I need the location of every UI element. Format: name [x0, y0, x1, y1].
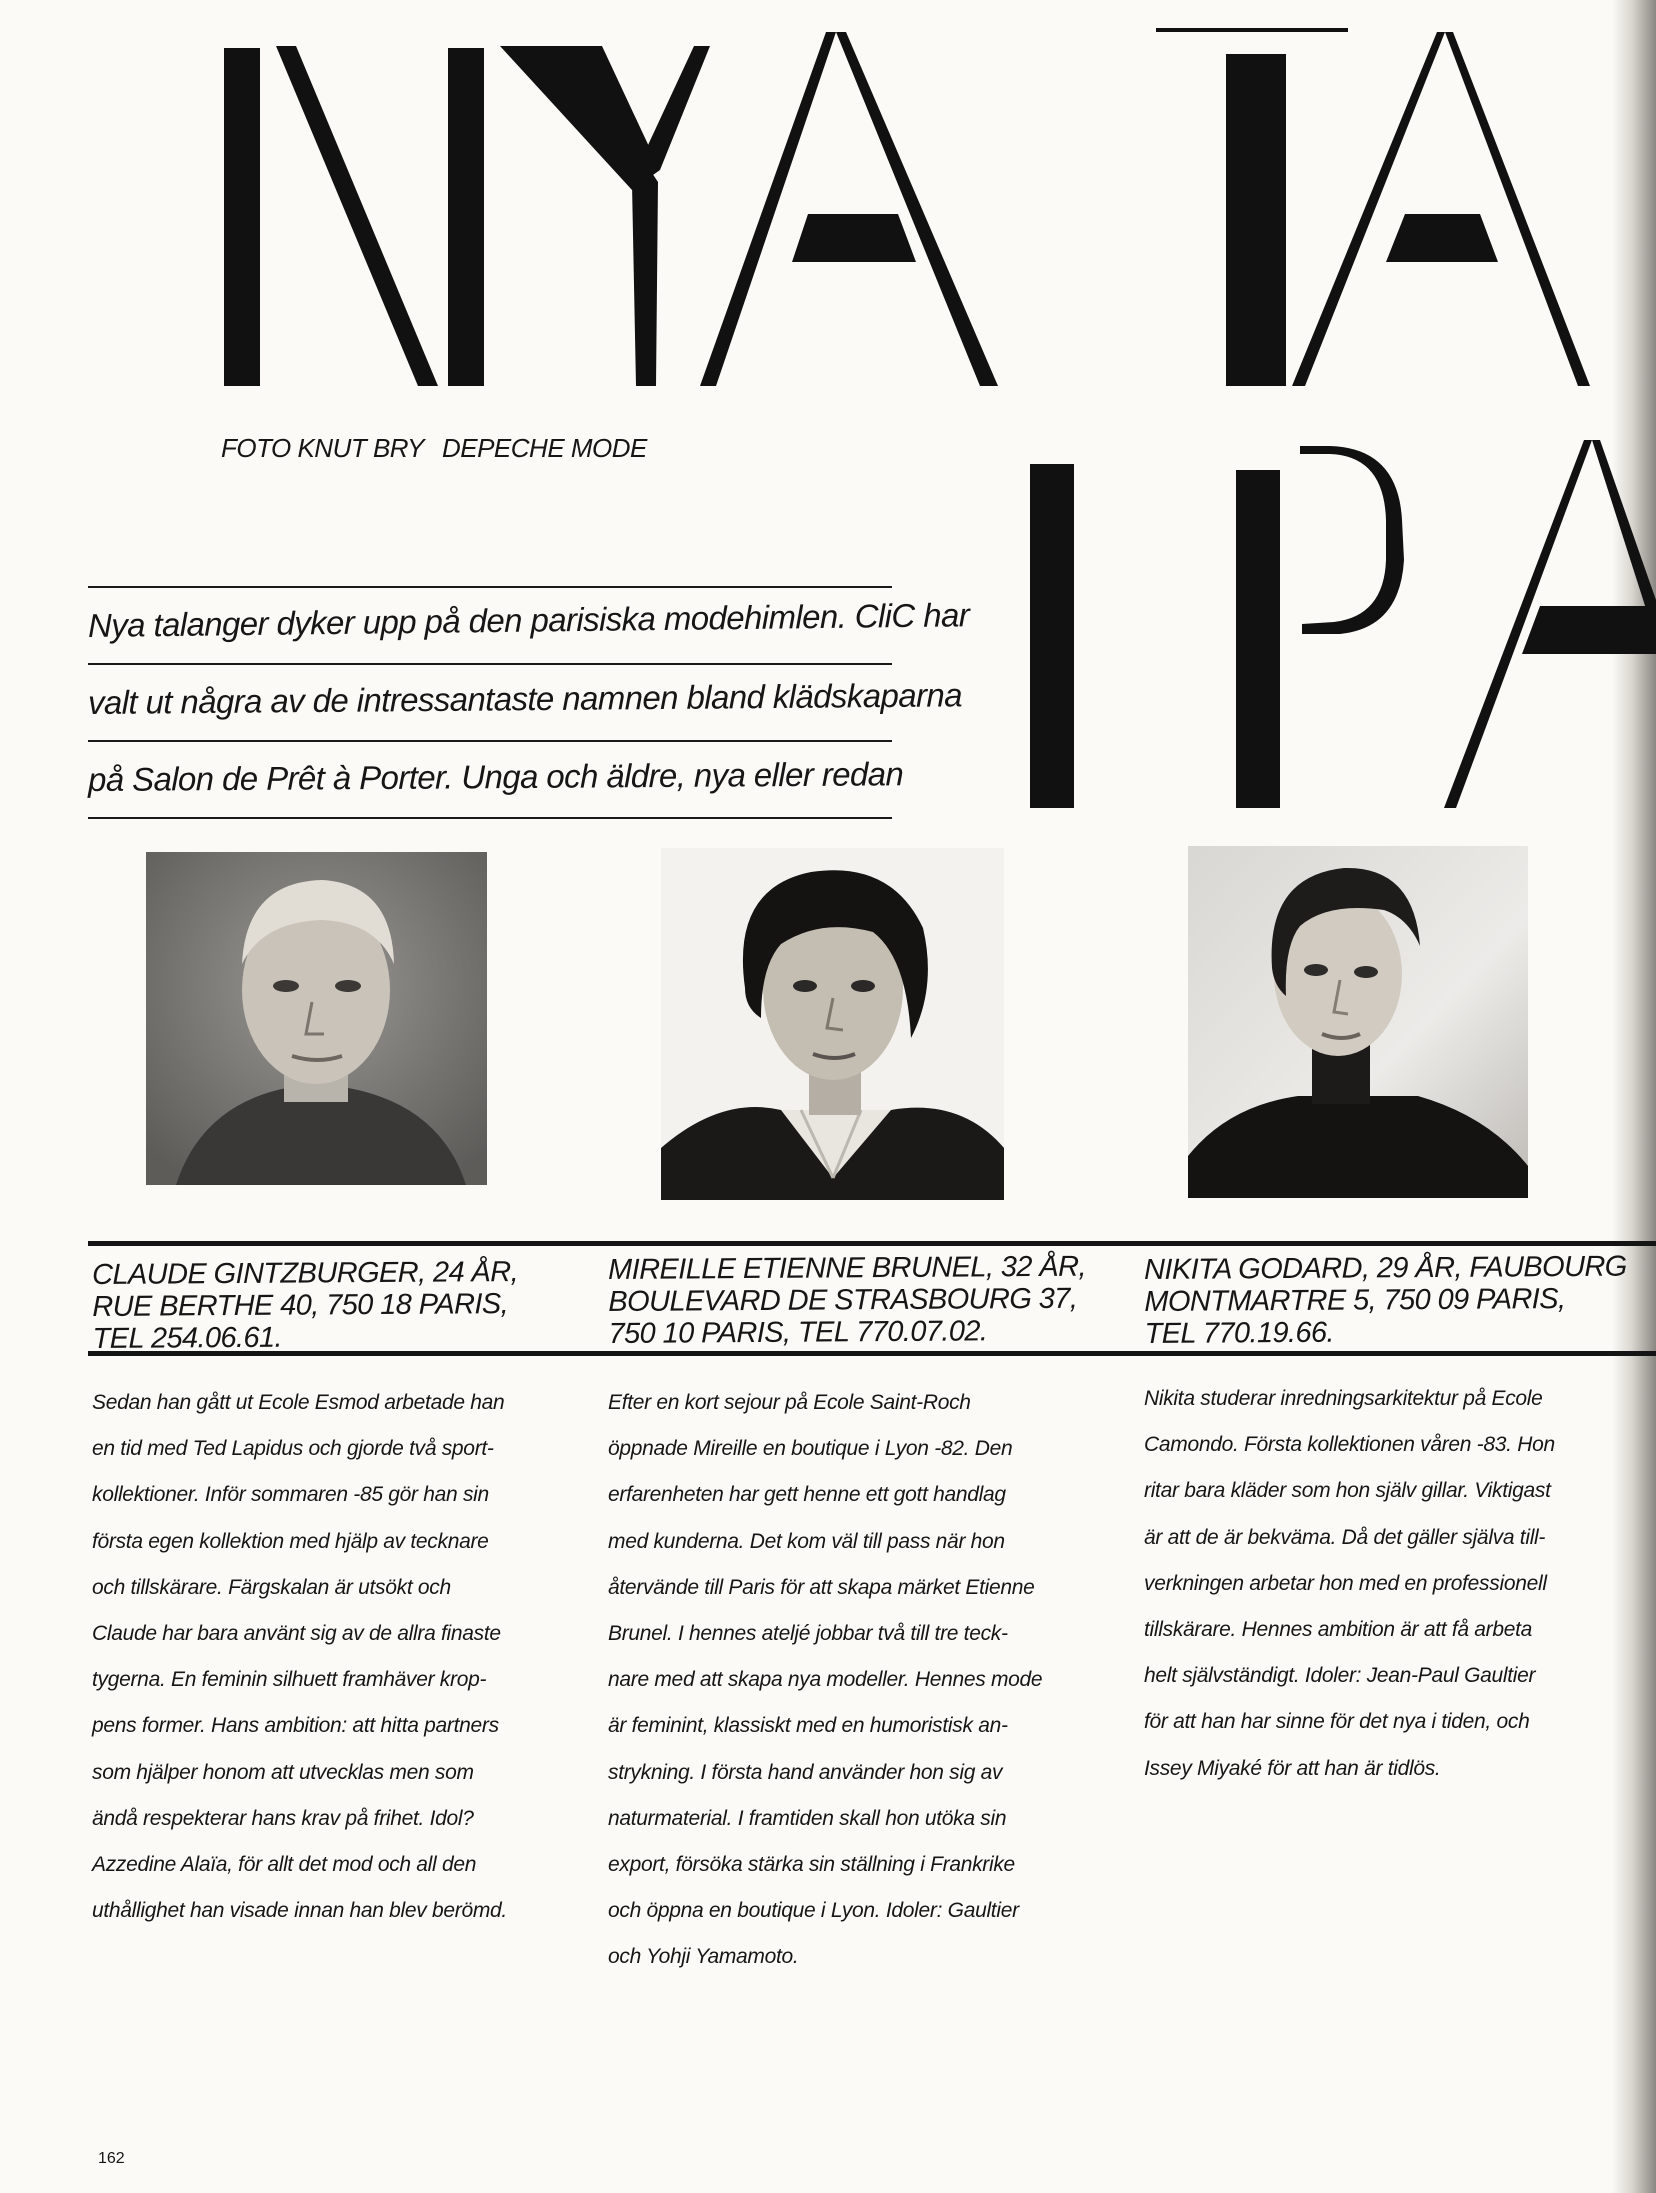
- bio-line: Brunel. I hennes ateljé jobbar två till tre teck-: [608, 1622, 1008, 1646]
- bio-line: ritar bara kläder som hon själv gillar. Viktigast: [1144, 1479, 1551, 1503]
- bio-line: återvände till Paris för att skapa märket Etienne: [608, 1575, 1035, 1599]
- bio-line: Claude har bara använt sig av de allra finaste: [92, 1622, 501, 1646]
- bio-line: är att de är bekväma. Då det gäller själva till-: [1144, 1525, 1546, 1549]
- bio-line: Nikita studerar inredningsarkitektur på Ecole: [1144, 1387, 1543, 1410]
- bio-line: strykning. I första hand använder hon sig av: [608, 1760, 1003, 1784]
- letter-t-top-bar: [1156, 28, 1348, 32]
- name-line: NIKITA GODARD, 29 ÅR, FAUBOURG: [1144, 1250, 1627, 1286]
- designer-bio-mireille: [608, 1380, 1042, 1981]
- designer-bio-nikita: [1144, 1376, 1555, 1792]
- intro-line: på Salon de Prêt à Porter. Unga och äldre, nya eller redan: [87, 755, 904, 798]
- name-line: RUE BERTHE 40, 750 18 PARIS,: [92, 1288, 509, 1323]
- name-line: CLAUDE GINTZBURGER, 24 ÅR,: [92, 1256, 519, 1291]
- bio-line: öppnade Mireille en boutique i Lyon -82. Den: [608, 1437, 1013, 1461]
- bio-line: Efter en kort sejour på Ecole Saint-Roch: [608, 1391, 971, 1414]
- letter-n-right-stem: [448, 48, 484, 386]
- name-line: TEL 770.19.66.: [1144, 1316, 1335, 1350]
- letter-y-right-arm: [642, 46, 710, 170]
- portrait-mireille-etienne-brunel: [661, 848, 1004, 1200]
- letter-t-stem: [1226, 54, 1286, 386]
- letter-i: [1030, 464, 1074, 808]
- bio-line: uthållighet han visade innan han blev berömd.: [92, 1899, 507, 1923]
- portrait-claude-gintzburger: [146, 852, 487, 1185]
- page-number: 162: [98, 2150, 125, 2167]
- bio-line: verkningen arbetar hon med en professionell: [1144, 1571, 1547, 1595]
- bio-line: helt självständigt. Idoler: Jean-Paul Gaultier: [1144, 1664, 1536, 1688]
- letter-a2-crossbar: [1386, 214, 1498, 262]
- designer-name-nikita: [1144, 1251, 1627, 1350]
- photo-credit: [221, 433, 647, 464]
- bio-line: och tillskärare. Färgskalan är utsökt och: [92, 1575, 451, 1599]
- designer-name-claude: [92, 1256, 519, 1355]
- photographer-credit: FOTO KNUT BRY: [221, 433, 424, 463]
- name-line: BOULEVARD DE STRASBOURG 37,: [608, 1282, 1078, 1318]
- intro-line: Nya talanger dyker upp på den parisiska modehimlen. CliC har: [87, 596, 970, 644]
- bio-line: nare med att skapa nya modeller. Hennes mode: [608, 1668, 1043, 1692]
- credit-source: DEPECHE MODE: [441, 433, 647, 463]
- bio-line: naturmaterial. I framtiden skall hon utöka sin: [608, 1806, 1007, 1830]
- name-line: MIREILLE ETIENNE BRUNEL, 32 ÅR,: [608, 1250, 1086, 1286]
- bio-line: är feminint, klassiskt med en humoristisk an-: [608, 1714, 1008, 1738]
- letter-n-left-stem: [224, 48, 260, 386]
- bio-line: tillskärare. Hennes ambition är att få arbeta: [1144, 1618, 1533, 1642]
- letter-a2-left-leg: [1292, 32, 1445, 386]
- caption-rule-top: [88, 1241, 1656, 1246]
- intro-text: [87, 586, 970, 819]
- bio-line: Sedan han gått ut Ecole Esmod arbetade han: [92, 1391, 505, 1414]
- letter-p-stem: [1236, 470, 1280, 808]
- letter-a-left-leg: [700, 32, 836, 386]
- bio-line: Issey Miyaké för att han är tidlös.: [1144, 1756, 1441, 1780]
- bio-line: erfarenheten har gett henne ett gott handlag: [608, 1483, 1006, 1507]
- bio-line: och öppna en boutique i Lyon. Idoler: Gaultier: [608, 1899, 1019, 1923]
- letter-p-bowl: [1300, 446, 1404, 634]
- letter-y-left-arm: [500, 46, 660, 190]
- bio-line: Azzedine Alaïa, för allt det mod och all den: [92, 1853, 477, 1877]
- letter-a2-right-leg: [1445, 32, 1590, 386]
- bio-line: Camondo. Första kollektionen våren -83. Hon: [1144, 1433, 1555, 1457]
- name-line: 750 10 PARIS, TEL 770.07.02.: [608, 1315, 988, 1350]
- bio-line: export, försöka stärka sin ställning i Frankrike: [608, 1853, 1015, 1877]
- letter-a3-crossbar: [1522, 606, 1656, 654]
- letter-a-right-leg: [836, 32, 998, 386]
- letter-a-crossbar: [792, 214, 916, 262]
- bio-line: första egen kollektion med hjälp av tecknare: [92, 1529, 489, 1553]
- bio-line: med kunderna. Det kom väl till pass när hon: [608, 1529, 1005, 1553]
- letter-y-stem: [632, 170, 658, 386]
- designer-name-mireille: [608, 1251, 1086, 1350]
- designer-bio-claude: [92, 1380, 507, 1934]
- intro-rule: [88, 817, 892, 819]
- bio-line: tygerna. En feminin silhuett framhäver krop-: [92, 1668, 487, 1692]
- name-line: MONTMARTRE 5, 750 09 PARIS,: [1144, 1283, 1566, 1318]
- intro-line: valt ut några av de intressantaste namnen bland klädskaparna: [87, 676, 963, 721]
- bio-line: pens former. Hans ambition: att hitta partners: [92, 1714, 499, 1738]
- portrait-nikita-godard: [1188, 846, 1528, 1198]
- bio-line: kollektioner. Inför sommaren -85 gör han sin: [92, 1483, 489, 1507]
- bio-line: för att han har sinne för det nya i tiden, och: [1144, 1710, 1530, 1734]
- bio-line: som hjälper honom att utvecklas men som: [92, 1760, 474, 1784]
- letter-n-diagonal: [276, 46, 438, 386]
- bio-line: en tid med Ted Lapidus och gjorde två sport-: [92, 1437, 494, 1461]
- bio-line: och Yohji Yamamoto.: [608, 1945, 799, 1969]
- name-line: TEL 254.06.61.: [92, 1321, 283, 1355]
- bio-line: ändå respekterar hans krav på frihet. Idol?: [92, 1806, 474, 1830]
